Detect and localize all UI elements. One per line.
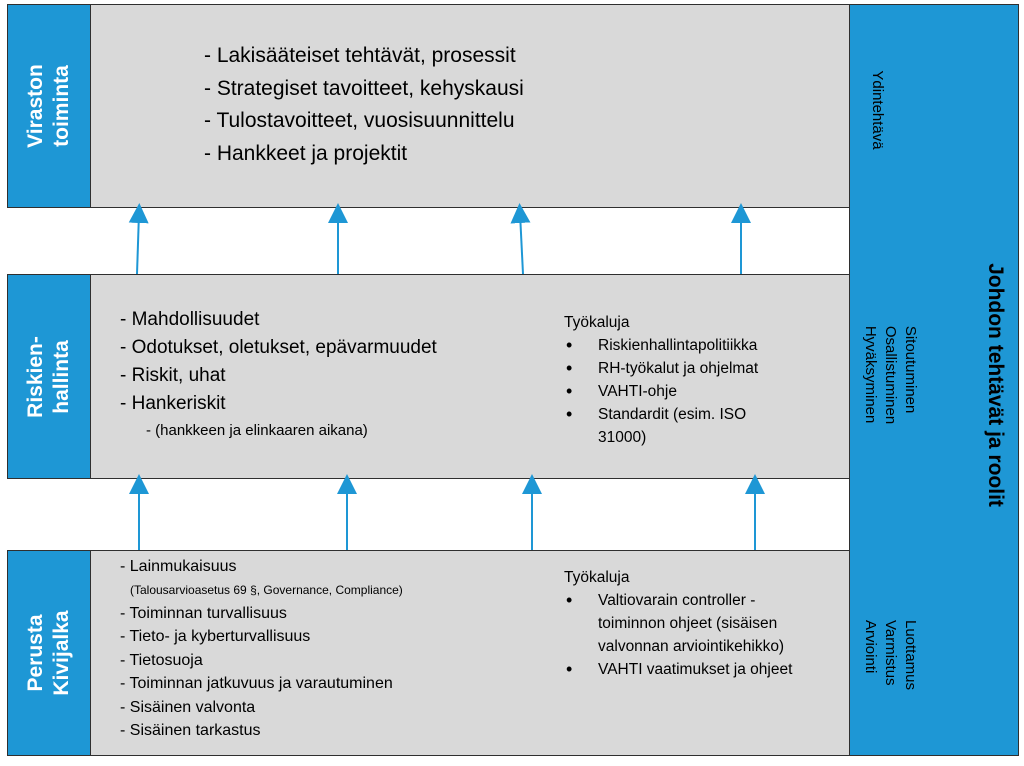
right-middle-line-3: Hyväksyminen xyxy=(862,325,879,424)
label-top-line-1: Viraston xyxy=(23,64,47,148)
right-bottom-line-1: Luottamus xyxy=(902,619,919,691)
right-bottom-line-2: Varmistus xyxy=(882,619,899,686)
label-bottom-line-1: Perusta xyxy=(23,614,47,692)
top-item-4: - Hankkeet ja projektit xyxy=(204,141,408,165)
bottom-item-7: - Sisäinen tarkastus xyxy=(120,722,261,739)
bottom-tools-title: Työkaluja xyxy=(564,569,630,586)
bottom-item-2: - Toiminnan turvallisuus xyxy=(120,604,287,622)
label-bottom-line-2: Kivijalka xyxy=(50,610,73,696)
bottom-tool-2: • VAHTI vaatimukset ja ohjeet xyxy=(564,658,792,681)
bottom-item-5: - Toiminnan jatkuvuus ja varautuminen xyxy=(120,675,393,692)
middle-tools xyxy=(564,311,758,449)
bottom-item-3: - Tieto- ja kyberturvallisuus xyxy=(120,628,311,645)
bottom-item-first: - Lainmukaisuus xyxy=(120,558,237,575)
arrow-mid-to-top-3 xyxy=(520,213,523,274)
arrow-mid-to-top-1 xyxy=(137,213,139,274)
top-item-1: - Lakisääteiset tehtävät, prosessit xyxy=(204,44,516,67)
right-middle-line-2: Osallistuminen xyxy=(882,325,899,425)
bottom-item-note: (Talousarvioasetus 69 §, Governance, Compliance) xyxy=(130,582,403,597)
bottom-item-6: - Sisäinen valvonta xyxy=(120,698,256,716)
middle-item-2: - Odotukset, oletukset, epävarmuudet xyxy=(120,337,437,358)
middle-tools-title: Työkaluja xyxy=(564,314,630,331)
right-middle-line-1: Sitoutuminen xyxy=(902,325,919,414)
label-top-line-2: toiminta xyxy=(50,65,73,147)
management-roles-title: Johdon tehtävät ja roolit xyxy=(984,263,1007,507)
label-perusta-kivijalka xyxy=(7,550,91,756)
bottom-box-list xyxy=(120,555,403,743)
middle-tool-1: • Riskienhallintapolitiikka xyxy=(564,334,758,357)
middle-tool-4: • Standardit (esim. ISO 31000) xyxy=(564,403,758,449)
right-middle-text-wrap xyxy=(855,300,925,450)
middle-item-4: - Hankeriskit xyxy=(120,393,226,414)
middle-tool-3: • VAHTI-ohje xyxy=(564,380,758,403)
middle-item-3: - Riskit, uhat xyxy=(120,365,226,386)
middle-item-1: - Mahdollisuudet xyxy=(120,309,260,330)
middle-tool-2: • RH-työkalut ja ohjelmat xyxy=(564,357,758,380)
label-middle-line-1: Riskien- xyxy=(23,335,47,418)
right-bottom-line-3: Arviointi xyxy=(862,619,879,674)
right-top-text-wrap xyxy=(862,40,892,180)
top-item-3: - Tulostavoitteet, vuosisuunnittelu xyxy=(204,109,515,132)
label-viraston-toiminta xyxy=(7,4,91,208)
top-box-list xyxy=(204,40,524,170)
right-bottom-text-wrap xyxy=(855,605,925,705)
management-roles-title-wrap xyxy=(975,200,1015,570)
bottom-item-4: - Tietosuoja xyxy=(120,651,203,669)
top-item-2: - Strategiset tavoitteet, kehyskausi xyxy=(204,76,524,100)
label-middle-line-2: hallinta xyxy=(50,339,73,414)
right-top-text: Ydintehtävä xyxy=(869,70,886,150)
bottom-tool-1: • Valtiovarain controller - toiminnon ohjeet (sisäisen valvonnan arviointikehikko) xyxy=(564,589,792,658)
middle-box-list xyxy=(120,306,437,444)
middle-sub-item: - (hankkeen ja elinkaaren aikana) xyxy=(146,422,368,439)
bottom-tools xyxy=(564,566,792,681)
label-riskienhallinta xyxy=(7,274,91,479)
